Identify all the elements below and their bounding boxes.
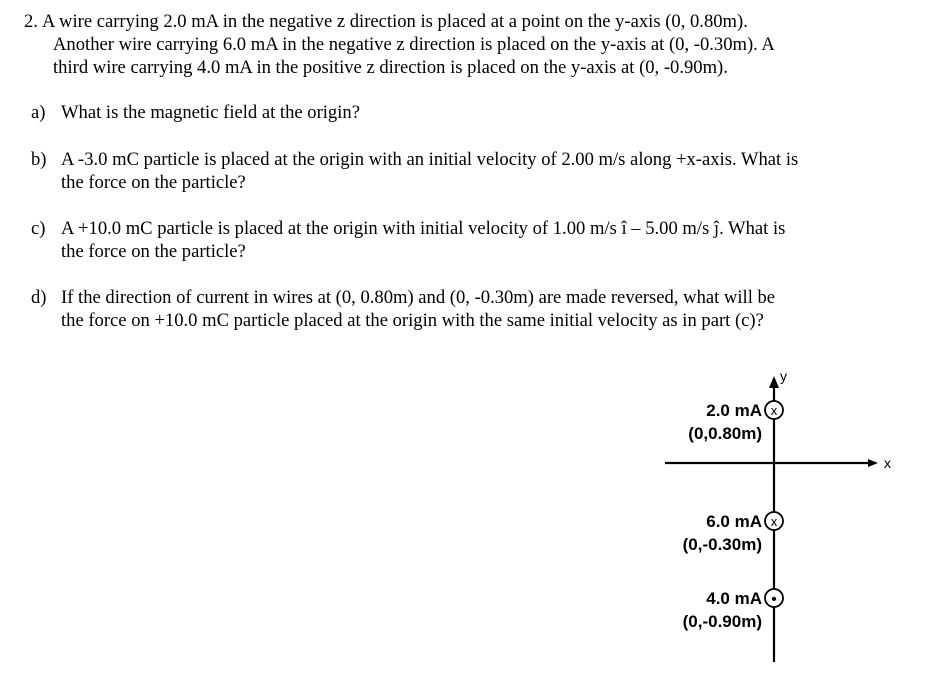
wire-3-position: (0,-0.90m) [682,612,762,631]
part-c-label: c) [31,218,46,239]
x-axis-label: x [884,455,891,471]
intro-line-2: Another wire carrying 6.0 mA in the negative z direction is placed on the y-axis at (0, -0.30m). A [53,34,775,55]
part-a-label: a) [31,102,46,123]
intro-line-1: A wire carrying 2.0 mA in the negative z direction is placed at a point on the y-axis (0, 0.80m). [42,11,748,32]
part-b-label: b) [31,149,47,170]
part-b-line-2: the force on the particle? [61,172,246,193]
x-axis-arrow [868,459,878,467]
wire-1-position: (0,0.80m) [688,424,762,443]
y-axis-label: y [780,368,787,384]
part-d-line-2: the force on +10.0 mC particle placed at the origin with the same initial velocity as in part (c)? [61,310,764,331]
problem-number: 2. [24,11,38,32]
y-axis-arrow [769,376,779,388]
part-c-line-2: the force on the particle? [61,241,246,262]
wire-1-current: 2.0 mA [706,401,762,420]
wire-2 [683,512,783,554]
wire-1-direction-symbol: x [770,403,778,418]
wire-2-position: (0,-0.30m) [682,535,762,554]
intro-line-3: third wire carrying 4.0 mA in the positive z direction is placed on the y-axis at (0, -0.90m). [53,57,728,78]
wire-3 [683,589,783,631]
part-b-line-1: A -3.0 mC particle is placed at the origin with an initial velocity of 2.00 m/s along +x-axis. What is [61,149,799,170]
wire-3-current: 4.0 mA [706,589,762,608]
wire-3-direction-symbol: • [771,591,777,608]
part-a-line-1: What is the magnetic field at the origin? [61,102,360,123]
part-c-line-1: A +10.0 mC particle is placed at the origin with initial velocity of 1.00 m/s î – 5.00 m/s ĵ. What is [61,218,786,239]
part-d-label: d) [31,287,47,308]
part-d-line-1: If the direction of current in wires at (0, 0.80m) and (0, -0.30m) are made reversed, what will be [61,287,776,308]
wire-2-current: 6.0 mA [706,512,762,531]
wire-2-direction-symbol: x [770,514,778,529]
wire-1 [688,401,783,443]
